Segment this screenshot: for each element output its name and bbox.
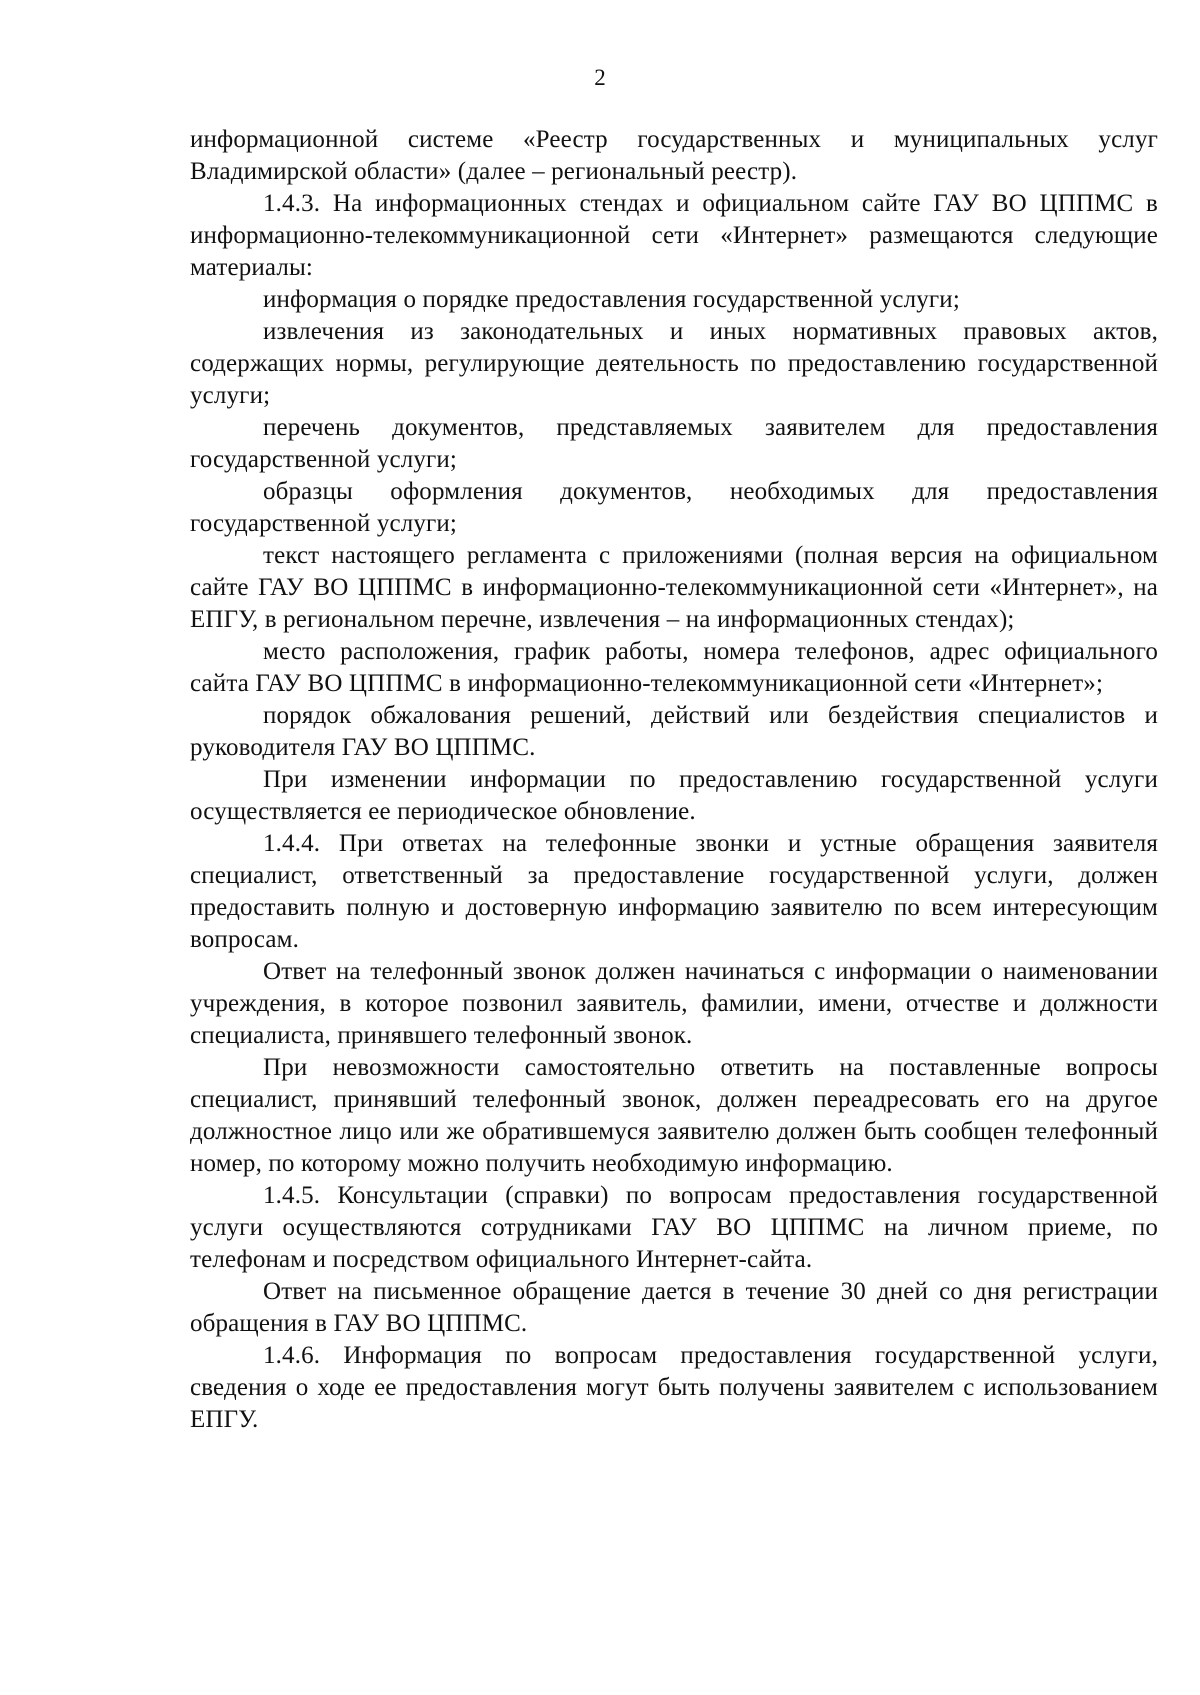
- paragraph: Ответ на телефонный звонок должен начинаться с информации о наименовании учреждения, в которое позвонил заявитель, фамилии, имени, отчестве и должности специалиста, принявшего телефонный звонок.: [190, 958, 1158, 1049]
- paragraph: извлечения из законодательных и иных нормативных правовых актов, содержащих нормы, регулирующие деятельность по предоставлению государственной услуги;: [190, 318, 1158, 409]
- page-number: 2: [594, 65, 606, 90]
- paragraph: 1.4.4. При ответах на телефонные звонки и устные обращения заявителя специалист, ответственный за предоставление государственной услуги, должен предоставить полную и достоверную информацию заявителю по всем интересующим вопросам.: [190, 830, 1158, 953]
- paragraph: информация о порядке предоставления государственной услуги;: [263, 286, 960, 313]
- paragraph: информационной системе «Реестр государственных и муниципальных услуг Владимирской области» (далее – региональный реестр).: [190, 126, 1158, 185]
- paragraph: 1.4.6. Информация по вопросам предоставления государственной услуги, сведения о ходе ее предоставления могут быть получены заявителем с использованием ЕПГУ.: [190, 1342, 1158, 1433]
- paragraph: образцы оформления документов, необходимых для предоставления государственной услуги;: [190, 478, 1158, 537]
- paragraph: 1.4.5. Консультации (справки) по вопросам предоставления государственной услуги осуществляются сотрудниками ГАУ ВО ЦППМС на личном приеме, по телефонам и посредством официального Интернет-сайта.: [190, 1182, 1158, 1273]
- document-body: [190, 124, 1158, 1436]
- paragraph: текст настоящего регламента с приложениями (полная версия на официальном сайте ГАУ ВО ЦППМС в информационно-телекоммуникационной сети «Интернет», на ЕПГУ, в региональном перечне, извлечения – на информационных стендах);: [190, 542, 1158, 633]
- paragraph: При невозможности самостоятельно ответить на поставленные вопросы специалист, принявший телефонный звонок, должен переадресовать его на другое должностное лицо или же обратившемуся заявителю должен быть сообщен телефонный номер, по которому можно получить необходимую информацию.: [190, 1054, 1158, 1177]
- paragraph: перечень документов, представляемых заявителем для предоставления государственной услуги;: [190, 414, 1158, 473]
- paragraph: При изменении информации по предоставлению государственной услуги осуществляется ее периодическое обновление.: [190, 766, 1158, 825]
- paragraph: Ответ на письменное обращение дается в течение 30 дней со дня регистрации обращения в ГАУ ВО ЦППМС.: [190, 1278, 1158, 1337]
- paragraph: порядок обжалования решений, действий или бездействия специалистов и руководителя ГАУ ВО ЦППМС.: [190, 702, 1158, 761]
- paragraph: 1.4.3. На информационных стендах и официальном сайте ГАУ ВО ЦППМС в информационно-телекоммуникационной сети «Интернет» размещаются следующие материалы:: [190, 190, 1158, 281]
- paragraph: место расположения, график работы, номера телефонов, адрес официального сайта ГАУ ВО ЦППМС в информационно-телекоммуникационной сети «Интернет»;: [190, 638, 1158, 697]
